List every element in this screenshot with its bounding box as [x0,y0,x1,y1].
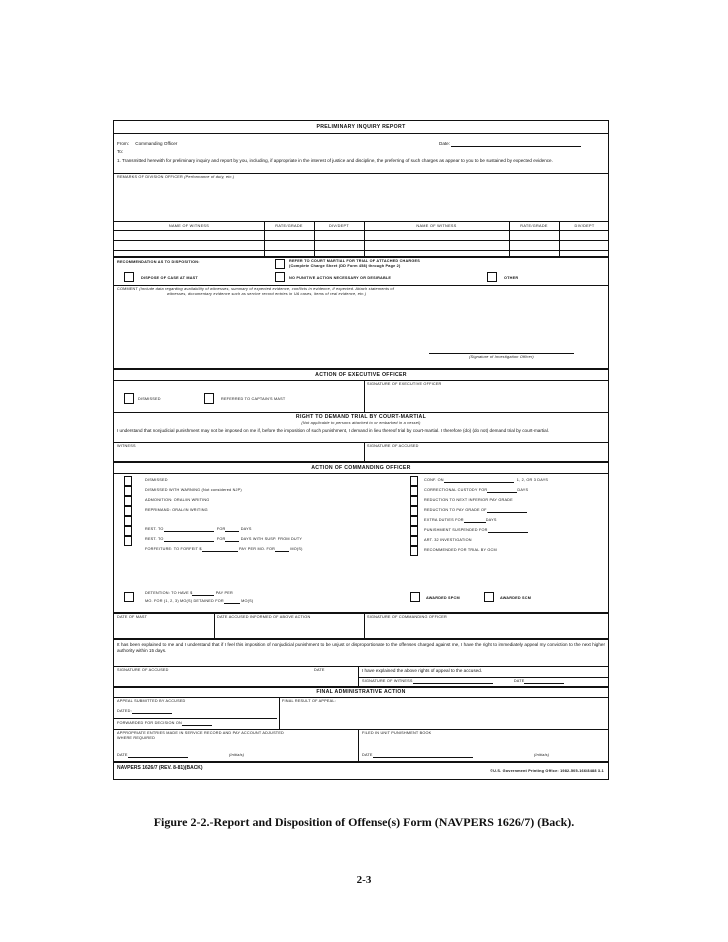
refer-court-martial-label [289,259,420,268]
col-divider [559,221,560,256]
date-of-mast-label[interactable]: DATE OF MAST [117,615,148,619]
rest-to-label: REST. TO [145,527,164,531]
investigation-signature-line[interactable] [429,353,574,354]
co-right-option-text: ART. 32 INVESTIGATION [424,538,472,542]
detention-row-2[interactable] [145,599,253,604]
no-punitive-checkbox[interactable] [275,272,285,282]
col-divider [364,613,365,638]
entries-initials: (Initials) [228,753,245,757]
col-name-of-witness-2: NAME OF WITNESS [416,224,457,228]
dispose-mast-label: DISPOSE OF CASE AT MAST [141,276,198,280]
for-label: FOR [216,527,226,531]
forwarded-label[interactable] [117,721,212,726]
col-divider [214,613,215,638]
recommendation-label: RECOMMENDATION AS TO DISPOSITION: [117,260,200,264]
co-left-checkbox[interactable] [124,526,132,536]
co-right-checkbox[interactable] [410,476,418,486]
divider [114,729,608,730]
days-label: DAYS [517,488,529,492]
filed-label[interactable]: FILED IN UNIT PUNISHMENT BOOK [362,731,432,735]
refer-court-martial-checkbox[interactable] [275,259,285,269]
divider [114,173,608,174]
exec-signature-label: SIGNATURE OF EXECUTIVE OFFICER [367,382,442,386]
transmittal-paragraph: 1. Transmitted herewith for preliminary inquiry and report by you, including, if appropriate in the interest of justice and discipline, the preferring of such charges as appear to you to be sustained by expected evidence. [117,158,553,163]
date-label-2[interactable]: DATE [314,668,325,672]
divider [114,285,608,286]
divider [114,442,608,443]
from-label: From: [117,141,129,146]
co-right-option-text: CONF. ON [424,478,444,482]
co-right-checkbox[interactable] [410,536,418,546]
divider [358,677,608,678]
co-right-checkbox[interactable] [410,486,418,496]
other-checkbox[interactable] [487,272,497,282]
co-right-option-label [424,508,527,513]
divider [114,250,608,251]
co-left-option-label: DISMISSED WITH WARNING (Not considered NJP) [145,488,242,492]
col-divider [264,221,265,256]
right-title: RIGHT TO DEMAND TRIAL BY COURT-MARTIAL [295,414,427,420]
divider [114,133,608,134]
from-row [117,141,177,147]
referred-captain-label: REFERRED TO CAPTAIN'S MAST [221,397,286,401]
exec-dismissed-checkbox[interactable] [124,393,134,404]
co-right-checkbox[interactable] [410,516,418,526]
appeal-explanation: It has been explained to me and I understand that if I feel this imposition of nonjudicial punishment to be unjust or disproportionate to the offenses charged against me, I have the right to immediately appeal my conviction to the next higher authority within 15 days. [117,642,605,653]
co-left-checkbox[interactable] [124,486,132,496]
co-right-option-label [424,548,497,553]
to-label: To: [117,149,124,154]
from-value: Commanding Officer [135,141,178,146]
col-divider [509,221,510,256]
for-label: FOR [216,537,226,541]
col-divider [279,697,280,729]
divider [114,230,608,231]
divider [114,380,608,381]
col-rate-grade-1: RATE/GRADE [275,224,303,228]
forfeiture-label: FORFEITURE: TO FORFEIT $ [145,547,202,551]
divider [114,240,608,241]
divider [114,638,608,640]
page-number: 2-3 [356,874,372,886]
divider [114,697,608,698]
witness-signature-label[interactable] [362,679,564,684]
detention-checkbox[interactable] [124,592,134,602]
comment-hint-2: witnesses, documentary evidence such as service record entries in UA cases, items of real evidence, etc.) [167,291,367,296]
dispose-mast-checkbox[interactable] [124,272,134,282]
co-right-option-label [424,498,513,503]
appeal-submitted-label[interactable]: APPEAL SUBMITTED BY ACCUSED [117,699,186,703]
awarded-scm-checkbox[interactable] [484,592,494,602]
remarks-hint: (Performance of duty, etc.) [184,175,235,179]
co-left-option-label: DISMISSED [145,478,168,482]
detention-row-1[interactable] [145,591,233,596]
entries-date-label: DATE [117,753,128,757]
referred-captain-checkbox[interactable] [204,393,214,404]
co-right-checkbox[interactable] [410,526,418,536]
days-susp-label: DAYS WITH SUSP. FROM DUTY [240,537,303,541]
col-rate-grade-2: RATE/GRADE [520,224,548,228]
forwarded-text: FORWARDED FOR DECISION ON [117,721,182,725]
forfeiture-row[interactable] [145,547,303,552]
awarded-scm-label: AWARDED SCM [500,596,532,600]
explained-rights-text [362,668,482,674]
entries-line2: WHERE REQUIRED [117,735,156,740]
divider [114,221,608,222]
remarks-label: REMARKS OF DIVISION OFFICER [117,175,183,179]
co-left-option-label: REPRIMAND: ORAL/IN WRITING [145,508,208,512]
mos-label: MO(S) [241,599,254,603]
comment-hint-1: (Include data regarding availability of witnesses, summary of expected evidence, conflicts in evidence, if expected. Attach statements of [139,287,394,291]
days-label: DAYS [485,518,497,522]
final-result-label[interactable]: FINAL RESULT OF APPEAL: [282,699,336,703]
divider [114,256,608,258]
co-right-option-label [424,518,497,523]
dated-label[interactable] [117,709,172,714]
divider [114,761,608,763]
exec-title: ACTION OF EXECUTIVE OFFICER [315,372,407,378]
entries-date[interactable] [117,753,244,758]
detention-pay-per: PAY PER [215,591,233,595]
co-right-option-text: EXTRA DUTIES FOR [424,518,464,522]
rest-to-label: REST. TO [145,537,164,541]
co-right-option-label [424,488,528,493]
rest-to-row-1[interactable] [145,527,252,532]
divider [114,473,608,474]
filed-initials: (Initials) [533,753,550,757]
co-title: ACTION OF COMMANDING OFFICER [311,465,411,471]
date-accused-informed-label[interactable]: DATE ACCUSED INFORMED OF ABOVE ACTION [217,615,311,619]
co-left-checkbox[interactable] [124,496,132,506]
date-field[interactable] [439,141,581,147]
accused-signature-2-label[interactable]: SIGNATURE OF ACCUSED [117,668,169,672]
co-right-option-text: PUNISHMENT SUSPENDED FOR [424,528,488,532]
mos-label: MO(S) [290,547,303,551]
dated-text: DATED: [117,709,132,713]
date-label: Date: [439,141,450,146]
divider [114,666,608,667]
comment-section[interactable] [117,287,605,296]
co-left-checkbox[interactable] [124,536,132,546]
no-punitive-label: NO PUNITIVE ACTION NECESSARY OR DESIRABLE [289,276,392,280]
navpers-form [113,120,609,780]
figure-caption: Figure 2-2.-Report and Disposition of Offense(s) Form (NAVPERS 1626/7) (Back). [153,815,575,829]
co-right-option-label [424,538,472,543]
pay-per-mo-label: PAY PER MO. FOR [238,547,276,551]
days-label: DAYS [240,527,252,531]
form-number: NAVPERS 1626/7 (REV. 8-81)(BACK) [117,765,203,771]
conf-days-label: 1, 2, OR 3 DAYS [516,478,549,482]
co-right-option-text: RECOMMENDED FOR TRIAL BY GCM [424,548,497,552]
col-div-dept-1: DIV/DEPT [329,224,349,228]
detention-detained-label: MO. FOR (1, 2, 3) MO(S) DETAINED FOR [145,599,224,603]
divider [114,461,608,463]
col-divider [358,666,359,686]
co-right-option-text: REDUCTION TO NEXT INFERIOR PAY GRADE [424,498,513,502]
explained-rights-label: I have explained the above rights of appeal to the accused. [362,668,483,673]
co-left-checkbox[interactable] [124,506,132,516]
exec-dismissed-label: DISMISSED [138,397,161,401]
comment-label: COMMENT [117,287,138,291]
other-label: OTHER [504,276,519,280]
co-left-checkbox[interactable] [124,476,132,486]
col-divider [314,221,315,256]
co-left-checkbox[interactable] [124,516,132,526]
witness-date-label: DATE [513,679,525,683]
co-right-checkbox[interactable] [410,496,418,506]
detention-label: DETENTION: TO HAVE $ [145,591,193,595]
col-div-dept-2: DIV/DEPT [574,224,595,228]
witness-label[interactable]: WITNESS [117,444,136,448]
col-name-of-witness-1: NAME OF WITNESS [168,224,210,228]
form-title: PRELIMINARY INQUIRY REPORT [316,124,406,130]
gpo-imprint: ©U.S. Government Printing Office: 1982-505-166/8488 3-1 [490,769,604,773]
filed-date-label: DATE [362,753,373,757]
co-right-checkbox[interactable] [410,506,418,516]
co-right-checkbox[interactable] [410,546,418,556]
col-divider [364,442,365,461]
co-right-option-label [424,478,548,483]
co-right-option-text: CORRECTIONAL CUSTODY FOR [424,488,488,492]
divider [114,368,608,370]
rest-to-row-2[interactable] [145,537,302,542]
filed-date[interactable] [362,753,549,758]
refer-court-martial-line1: REFER TO COURT MARTIAL FOR TRIAL OF ATTACHED CHARGES [289,259,420,263]
right-subtitle: (Not applicable to persons attached to or embarked in a vessel) [301,421,421,425]
remarks-division-officer[interactable] [117,175,234,180]
entries-line1: APPROPRIATE ENTRIES MADE IN SERVICE RECORD AND PAY ACCOUNT ADJUSTED [117,731,284,735]
divider [114,412,608,413]
awarded-spcm-label: AWARDED SPCM [426,596,460,600]
col-divider [364,221,365,256]
awarded-spcm-checkbox[interactable] [410,592,420,602]
witness-signature-text: SIGNATURE OF WITNESS [362,679,413,683]
co-left-option-label: ADMONITION: ORAL/IN WRITING [145,498,210,502]
accused-signature-label[interactable]: SIGNATURE OF ACCUSED [367,444,419,448]
col-divider [364,380,365,412]
investigation-signature-label: (Signature of Investigation Officer) [469,355,534,359]
entries-label[interactable] [117,731,284,740]
co-signature-label[interactable]: SIGNATURE OF COMMANDING OFFICER [367,615,447,619]
co-right-option-label [424,528,528,533]
refer-court-martial-line2: (Complete Charge Sheet (DD Form 458) through Page 2) [289,263,401,268]
col-divider [358,729,359,761]
divider [114,686,608,688]
divider [114,718,277,719]
final-title: FINAL ADMINISTRATIVE ACTION [316,689,406,695]
divider [114,612,608,614]
right-text: I understand that nonjudicial punishment may not be imposed on me if, before the imposition of such punishment, I demand in lieu thereof trial by court-martial. I therefore (do) (do not) demand trial by court-martial. [117,428,550,433]
co-right-option-text: REDUCTION TO PAY GRADE OF [424,508,487,512]
